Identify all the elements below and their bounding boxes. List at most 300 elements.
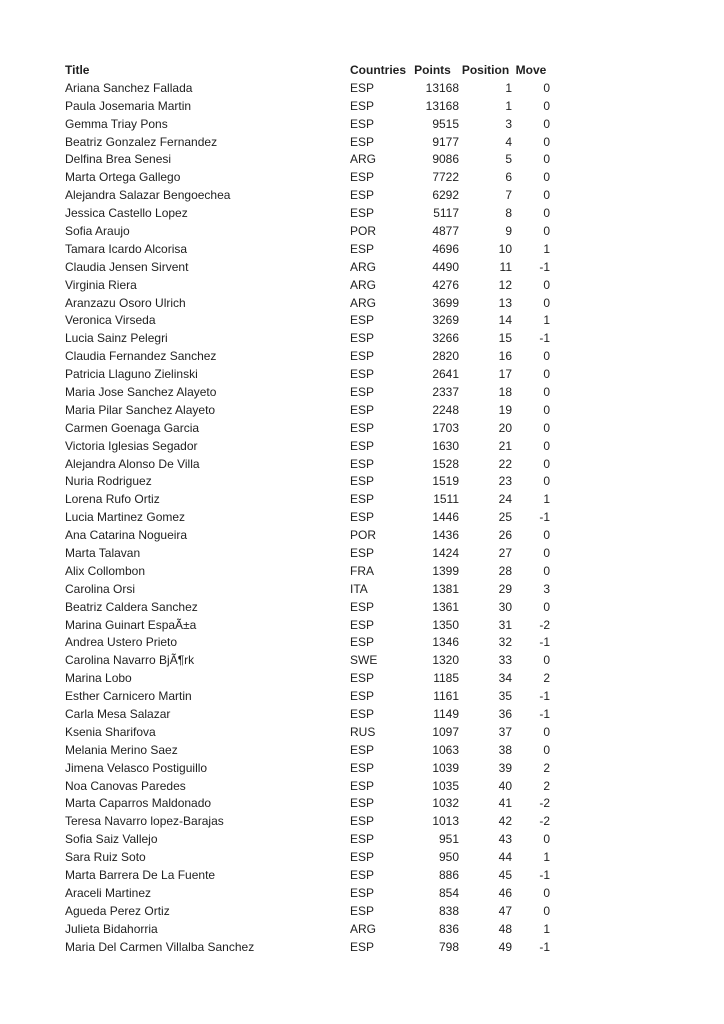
cell-position: 43: [498, 832, 513, 847]
cell-position: 49: [498, 939, 513, 954]
cell-points: 2641: [432, 367, 460, 382]
cell-move: 0: [543, 116, 551, 131]
table-row: [65, 115, 550, 133]
cell-position: 29: [498, 581, 513, 596]
table-row: [65, 294, 550, 312]
table-row: [65, 150, 550, 168]
cell-position: 25: [498, 510, 513, 525]
cell-points: 1149: [433, 707, 460, 721]
cell-title: Alix Collombon: [65, 563, 146, 578]
cell-position: 14: [498, 313, 513, 328]
cell-title: Maria Jose Sanchez Alayeto: [65, 384, 217, 399]
cell-points: 4276: [432, 277, 460, 292]
cell-position: 7: [505, 188, 513, 203]
cell-move: 0: [543, 456, 551, 471]
cell-title: Julieta Bidahorria: [65, 921, 158, 936]
cell-countries: ESP: [350, 367, 375, 382]
cell-title: Ariana Sanchez Fallada: [65, 80, 193, 95]
cell-title: Marta Talavan: [65, 545, 141, 560]
cell-title: Virginia Riera: [65, 277, 137, 292]
cell-points: 9515: [432, 116, 460, 131]
cell-title: Carmen Goenaga Garcia: [65, 420, 200, 435]
table-row: [65, 795, 550, 813]
cell-countries: POR: [350, 223, 377, 238]
cell-points: 838: [438, 903, 460, 918]
cell-countries: ESP: [350, 671, 375, 686]
cell-countries: ESP: [350, 689, 375, 704]
cell-points: 1161: [433, 689, 460, 704]
cell-points: 4877: [432, 223, 460, 238]
cell-points: 1063: [432, 742, 460, 757]
table-row: [65, 902, 550, 920]
cell-points: 1630: [432, 438, 460, 453]
cell-move: -1: [539, 689, 551, 704]
cell-move: -1: [539, 259, 551, 274]
table-row: [65, 365, 550, 383]
cell-move: 1: [543, 313, 551, 328]
cell-position: 40: [498, 778, 513, 793]
cell-move: 0: [543, 438, 551, 453]
cell-countries: ARG: [350, 277, 377, 292]
col-header-title: Title: [65, 62, 90, 77]
table-row: [65, 79, 550, 97]
cell-position: 23: [498, 474, 513, 489]
table-row: [65, 723, 550, 741]
cell-move: 0: [543, 545, 551, 560]
col-header-position: Position: [461, 62, 510, 77]
cell-move: 3: [543, 581, 551, 596]
cell-position: 11: [499, 259, 513, 274]
cell-title: Ksenia Sharifova: [65, 724, 156, 739]
cell-move: 0: [543, 402, 551, 417]
cell-move: 0: [543, 188, 551, 203]
table-row: [65, 669, 550, 687]
table-row: [65, 383, 550, 401]
cell-move: 2: [543, 778, 551, 793]
cell-countries: ESP: [350, 742, 375, 757]
cell-points: 1185: [433, 671, 460, 686]
cell-move: 2: [543, 671, 551, 686]
cell-position: 41: [498, 796, 513, 811]
cell-title: Lucia Martinez Gomez: [65, 510, 186, 525]
table-row: [65, 526, 550, 544]
cell-move: -2: [539, 796, 551, 811]
cell-points: 1511: [433, 492, 460, 507]
cell-position: 24: [498, 492, 513, 507]
cell-points: 1424: [432, 545, 460, 560]
table-row: [65, 133, 550, 151]
cell-title: Esther Carnicero Martin: [65, 689, 192, 704]
table-row: [65, 651, 550, 669]
cell-position: 9: [505, 223, 513, 238]
cell-countries: RUS: [350, 724, 376, 739]
cell-title: Beatriz Gonzalez Fernandez: [65, 134, 218, 149]
cell-title: Marta Caparros Maldonado: [65, 796, 212, 811]
cell-move: -2: [539, 814, 551, 829]
cell-position: 36: [498, 707, 513, 721]
cell-position: 13: [498, 295, 513, 310]
cell-points: 3266: [432, 331, 460, 346]
cell-position: 15: [498, 331, 513, 346]
cell-position: 47: [498, 903, 513, 918]
cell-title: Carla Mesa Salazar: [65, 707, 171, 721]
cell-points: 13168: [425, 80, 460, 95]
table-row: [65, 741, 550, 759]
cell-position: 18: [498, 384, 513, 399]
cell-title: Carolina Orsi: [65, 581, 136, 596]
cell-countries: ESP: [350, 349, 375, 364]
col-header-points: Points: [414, 62, 451, 77]
cell-move: 0: [543, 134, 551, 149]
cell-points: 4696: [432, 241, 460, 256]
cell-countries: ESP: [350, 760, 375, 775]
table-row: [65, 508, 550, 526]
table-row: [65, 634, 550, 652]
cell-move: -1: [539, 868, 551, 883]
cell-title: Sofia Araujo: [65, 223, 130, 238]
cell-move: -1: [539, 707, 551, 721]
cell-points: 13168: [425, 98, 460, 113]
cell-title: Alejandra Salazar Bengoechea: [65, 188, 231, 203]
cell-countries: ESP: [350, 98, 375, 113]
cell-move: 0: [543, 152, 551, 167]
table-row: [65, 347, 550, 365]
table-row: [65, 329, 550, 347]
table-row: [65, 455, 550, 473]
cell-points: 2820: [432, 349, 460, 364]
cell-countries: ESP: [350, 384, 375, 399]
cell-title: Lucia Sainz Pelegri: [65, 331, 168, 346]
cell-countries: ARG: [350, 295, 377, 310]
cell-points: 4490: [432, 259, 460, 274]
col-header-countries: Countries: [350, 62, 407, 77]
cell-title: Jessica Castello Lopez: [65, 206, 188, 221]
table-row: [65, 884, 550, 902]
cell-position: 46: [498, 885, 513, 900]
cell-title: Aranzazu Osoro Ulrich: [65, 295, 186, 310]
cell-countries: ESP: [350, 707, 375, 721]
cell-countries: ESP: [350, 599, 375, 614]
cell-position: 39: [498, 760, 513, 775]
cell-countries: ESP: [350, 868, 375, 883]
cell-title: Sofia Saiz Vallejo: [65, 832, 158, 847]
cell-points: 1013: [432, 814, 460, 829]
cell-position: 12: [498, 277, 513, 292]
cell-move: 0: [543, 80, 551, 95]
cell-countries: ESP: [350, 617, 375, 632]
cell-move: 1: [543, 241, 551, 256]
cell-points: 5117: [433, 206, 460, 221]
cell-countries: ITA: [350, 581, 368, 596]
cell-points: 1446: [432, 510, 460, 525]
table-row: [65, 437, 550, 455]
cell-points: 886: [438, 868, 460, 883]
cell-title: Noa Canovas Paredes: [65, 778, 186, 793]
cell-position: 44: [498, 850, 513, 865]
table-row: [65, 419, 550, 437]
cell-countries: ESP: [350, 885, 375, 900]
table-row: [65, 777, 550, 795]
cell-title: Ana Catarina Nogueira: [65, 528, 188, 543]
cell-title: Lorena Rufo Ortiz: [65, 492, 160, 507]
table-row: [65, 490, 550, 508]
cell-move: 0: [543, 528, 551, 543]
cell-points: 3699: [432, 295, 460, 310]
cell-points: 1032: [432, 796, 460, 811]
header-row: [65, 61, 550, 79]
table-body: [65, 79, 550, 956]
cell-title: Victoria Iglesias Segador: [65, 438, 198, 453]
cell-countries: ARG: [350, 921, 377, 936]
cell-points: 798: [438, 939, 460, 954]
cell-position: 30: [498, 599, 513, 614]
cell-move: 0: [543, 277, 551, 292]
cell-countries: ESP: [350, 241, 375, 256]
cell-position: 6: [505, 170, 513, 185]
cell-position: 28: [498, 563, 513, 578]
cell-move: 0: [543, 563, 551, 578]
cell-countries: ESP: [350, 134, 375, 149]
cell-points: 1361: [432, 599, 460, 614]
cell-move: 0: [543, 367, 551, 382]
cell-title: Agueda Perez Ortiz: [65, 903, 170, 918]
cell-position: 8: [505, 206, 513, 221]
cell-title: Marta Barrera De La Fuente: [65, 868, 216, 883]
cell-countries: ESP: [350, 331, 375, 346]
cell-title: Claudia Fernandez Sanchez: [65, 349, 217, 364]
table-row: [65, 544, 550, 562]
table-row: [65, 222, 550, 240]
cell-countries: ESP: [350, 814, 375, 829]
cell-move: 0: [543, 724, 551, 739]
cell-title: Paula Josemaria Martin: [65, 98, 192, 113]
cell-position: 16: [498, 349, 513, 364]
cell-countries: ESP: [350, 170, 375, 185]
cell-countries: ESP: [350, 420, 375, 435]
cell-title: Araceli Martinez: [65, 885, 152, 900]
cell-countries: SWE: [350, 653, 378, 668]
cell-move: 0: [543, 742, 551, 757]
cell-move: 0: [543, 170, 551, 185]
cell-position: 20: [498, 420, 513, 435]
cell-points: 1039: [432, 760, 460, 775]
cell-title: Marta Ortega Gallego: [65, 170, 181, 185]
cell-countries: ESP: [350, 635, 375, 650]
cell-position: 21: [498, 438, 513, 453]
cell-move: 2: [543, 760, 551, 775]
cell-countries: ESP: [350, 492, 375, 507]
cell-move: 0: [543, 832, 551, 847]
cell-countries: ESP: [350, 402, 375, 417]
cell-countries: ESP: [350, 850, 375, 865]
cell-points: 1703: [432, 420, 460, 435]
cell-title: Maria Del Carmen Villalba Sanchez: [65, 939, 255, 954]
cell-title: Marina Guinart EspaÃ±a: [65, 617, 197, 632]
cell-countries: ESP: [350, 510, 375, 525]
cell-position: 19: [498, 402, 513, 417]
cell-move: -2: [539, 617, 551, 632]
cell-position: 42: [498, 814, 513, 829]
cell-move: 0: [543, 903, 551, 918]
cell-position: 35: [498, 689, 513, 704]
cell-position: 3: [505, 116, 513, 131]
cell-position: 45: [498, 868, 513, 883]
cell-points: 950: [438, 850, 460, 865]
cell-points: 1097: [432, 724, 460, 739]
cell-title: Sara Ruiz Soto: [65, 850, 146, 865]
table-row: [65, 580, 550, 598]
cell-title: Delfina Brea Senesi: [65, 152, 172, 167]
cell-countries: ESP: [350, 903, 375, 918]
cell-points: 951: [438, 832, 460, 847]
cell-position: 10: [498, 241, 513, 256]
cell-position: 34: [498, 671, 513, 686]
cell-position: 1: [505, 80, 513, 95]
cell-move: 0: [543, 295, 551, 310]
cell-countries: ESP: [350, 313, 375, 328]
cell-countries: ARG: [350, 259, 377, 274]
table-row: [65, 258, 550, 276]
cell-countries: ARG: [350, 152, 377, 167]
cell-move: 0: [543, 474, 551, 489]
table-row: [65, 311, 550, 329]
cell-countries: ESP: [350, 188, 375, 203]
cell-title: Melania Merino Saez: [65, 742, 178, 757]
cell-position: 22: [498, 456, 513, 471]
cell-position: 5: [505, 152, 513, 167]
cell-points: 1350: [432, 617, 460, 632]
cell-points: 9086: [432, 152, 460, 167]
cell-title: Claudia Jensen Sirvent: [65, 259, 189, 274]
cell-move: 0: [543, 349, 551, 364]
col-header-move: Move: [515, 62, 547, 77]
cell-move: 0: [543, 599, 551, 614]
cell-position: 31: [498, 617, 513, 632]
cell-points: 1528: [432, 456, 460, 471]
cell-move: 0: [543, 653, 551, 668]
cell-position: 17: [498, 367, 513, 382]
cell-title: Beatriz Caldera Sanchez: [65, 599, 198, 614]
cell-countries: ESP: [350, 438, 375, 453]
table-row: [65, 562, 550, 580]
cell-points: 9177: [432, 134, 460, 149]
table-row: [65, 186, 550, 204]
cell-move: 0: [543, 420, 551, 435]
cell-move: 0: [543, 885, 551, 900]
cell-title: Alejandra Alonso De Villa: [65, 456, 200, 471]
cell-position: 4: [505, 134, 513, 149]
cell-countries: POR: [350, 528, 377, 543]
cell-points: 1381: [432, 581, 460, 596]
cell-move: 0: [543, 223, 551, 238]
cell-title: Carolina Navarro BjÃ¶rk: [65, 653, 195, 668]
cell-title: Jimena Velasco Postiguillo: [65, 760, 208, 775]
table-row: [65, 812, 550, 830]
table-row: [65, 168, 550, 186]
cell-points: 2337: [432, 384, 460, 399]
table-row: [65, 705, 550, 723]
cell-move: 0: [543, 384, 551, 399]
cell-countries: ESP: [350, 456, 375, 471]
cell-move: 0: [543, 98, 551, 113]
cell-points: 1035: [432, 778, 460, 793]
cell-move: 1: [543, 921, 551, 936]
cell-move: 0: [543, 206, 551, 221]
cell-move: -1: [539, 939, 551, 954]
table-row: [65, 204, 550, 222]
cell-position: 32: [498, 635, 513, 650]
cell-title: Teresa Navarro lopez-Barajas: [65, 814, 224, 829]
cell-points: 1320: [432, 653, 460, 668]
cell-position: 48: [498, 921, 513, 936]
cell-countries: ESP: [350, 796, 375, 811]
cell-move: -1: [539, 331, 551, 346]
cell-points: 2248: [432, 402, 460, 417]
cell-position: 33: [498, 653, 513, 668]
cell-move: -1: [539, 635, 551, 650]
cell-points: 6292: [432, 188, 460, 203]
cell-move: -1: [539, 510, 551, 525]
rankings-table: [65, 61, 550, 956]
cell-countries: ESP: [350, 832, 375, 847]
cell-title: Andrea Ustero Prieto: [65, 635, 178, 650]
cell-points: 3269: [432, 313, 460, 328]
cell-move: 1: [543, 492, 551, 507]
cell-countries: ESP: [350, 80, 375, 95]
table-row: [65, 401, 550, 419]
table-row: [65, 759, 550, 777]
table-row: [65, 830, 550, 848]
cell-points: 1346: [432, 635, 460, 650]
cell-points: 1519: [432, 474, 460, 489]
cell-countries: FRA: [350, 563, 374, 578]
table-row: [65, 598, 550, 616]
cell-title: Veronica Virseda: [65, 313, 156, 328]
cell-countries: ESP: [350, 474, 375, 489]
table-row: [65, 866, 550, 884]
table-row: [65, 240, 550, 258]
table-row: [65, 276, 550, 294]
cell-title: Marina Lobo: [65, 671, 132, 686]
cell-countries: ESP: [350, 206, 375, 221]
table-row: [65, 938, 550, 956]
cell-position: 27: [498, 545, 513, 560]
cell-title: Gemma Triay Pons: [65, 116, 168, 131]
cell-move: 1: [543, 850, 551, 865]
cell-countries: ESP: [350, 778, 375, 793]
cell-position: 26: [498, 528, 513, 543]
cell-position: 1: [505, 98, 513, 113]
cell-title: Maria Pilar Sanchez Alayeto: [65, 402, 216, 417]
table-row: [65, 97, 550, 115]
table-row: [65, 687, 550, 705]
cell-points: 854: [438, 885, 460, 900]
table-row: [65, 472, 550, 490]
cell-countries: ESP: [350, 116, 375, 131]
cell-points: 1436: [432, 528, 460, 543]
cell-position: 37: [498, 724, 513, 739]
cell-countries: ESP: [350, 545, 375, 560]
cell-title: Nuria Rodriguez: [65, 474, 152, 489]
table-row: [65, 616, 550, 634]
cell-points: 836: [438, 921, 460, 936]
cell-title: Tamara Icardo Alcorisa: [65, 241, 188, 256]
cell-title: Patricia Llaguno Zielinski: [65, 367, 198, 382]
cell-points: 1399: [432, 563, 460, 578]
cell-countries: ESP: [350, 939, 375, 954]
table-row: [65, 848, 550, 866]
cell-position: 38: [498, 742, 513, 757]
